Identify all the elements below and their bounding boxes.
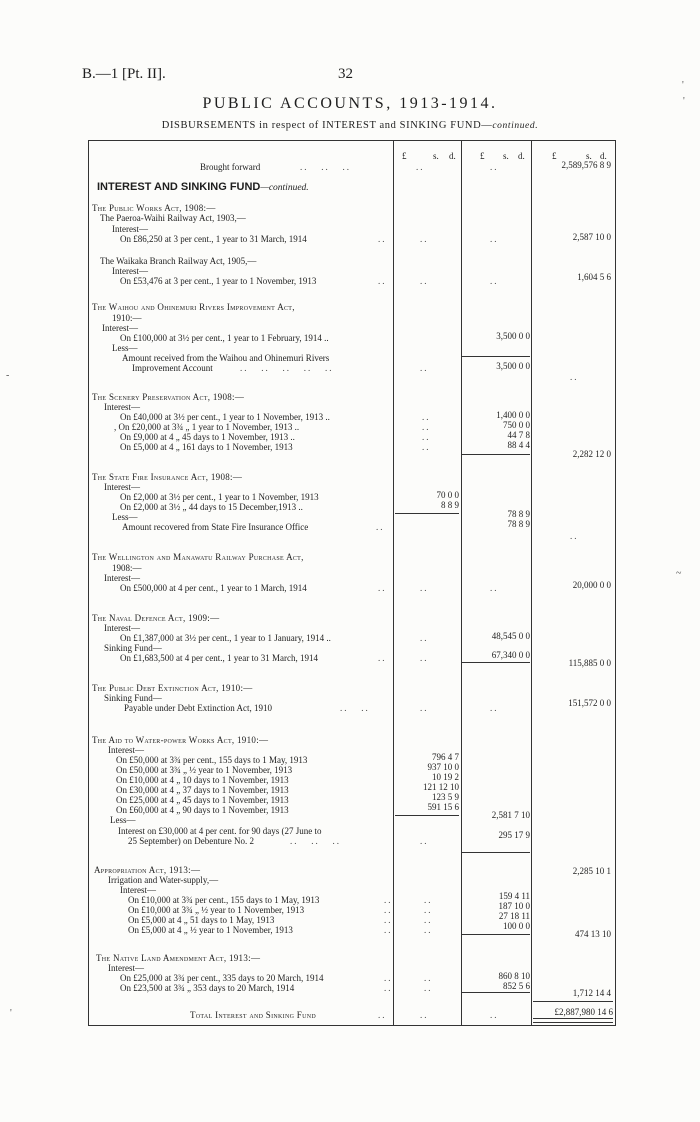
leader-dots: .. .. .. <box>290 836 341 846</box>
subtotal-rule <box>462 934 530 935</box>
entry-text: Interest on £30,000 at 4 per cent. for 90 days (27 June to <box>118 826 322 836</box>
interest-label: Interest— <box>102 323 138 333</box>
act-title-cont: 1910:— <box>112 313 142 323</box>
leader-dots: .. <box>490 703 499 713</box>
act-title: The Public Debt Extinction Act, 1910:— <box>92 683 253 693</box>
leader-dots: .. <box>420 633 429 643</box>
section-total: 2,285 10 1 <box>572 866 611 876</box>
entry-text: On £60,000 at 4 „ 90 days to 1 November, 1913 <box>116 805 289 815</box>
entry-amount: 2,581 7 10 <box>491 810 530 820</box>
act-title: The Native Land Amendment Act, 1913:— <box>96 953 261 963</box>
leader-dots: .. <box>378 234 387 244</box>
entry-text: On £40,000 at 3½ per cent., 1 year to 1 November, 1913 .. <box>120 412 330 422</box>
leader-dots: .. <box>422 432 431 442</box>
col2-pound: £ <box>480 151 485 161</box>
subtotal-rule <box>462 454 530 455</box>
leader-dots: .. <box>384 915 393 925</box>
leader-dots: .. <box>570 372 579 382</box>
column-rule <box>531 140 532 1026</box>
entry-text: On £86,250 at 3 per cent., 1 year to 31 March, 1914 <box>120 234 307 244</box>
leader-dots: .. <box>422 412 431 422</box>
entry-amount: 48,545 0 0 <box>491 631 530 641</box>
section-total: 151,572 0 0 <box>568 698 611 708</box>
leader-dots: .. <box>490 276 499 286</box>
leader-dots: .. <box>570 531 579 541</box>
leader-dots: .. <box>424 925 433 935</box>
act-title: Appropriation Act, 1913:— <box>94 865 201 875</box>
scan-speck: ' <box>10 1008 12 1019</box>
entry-amount: 10 19 2 <box>432 772 459 782</box>
entry-amount: 78 8 9 <box>507 519 530 529</box>
entry-text: On £25,000 at 4 „ 45 days to 1 November, 1913 <box>116 795 289 805</box>
sinking-fund-label: Sinking Fund— <box>104 643 162 653</box>
sinking-fund-label: Sinking Fund— <box>104 693 162 703</box>
entry-text: On £23,500 at 3¾ „ 353 days to 20 March, 1914 <box>120 983 295 993</box>
entry-text: , On £20,000 at 3¾ „ 1 year to 1 November, 1913 .. <box>114 422 300 432</box>
leader-dots: .. <box>490 162 499 172</box>
subtotal-rule <box>462 992 530 993</box>
leader-dots: .. <box>416 162 425 172</box>
section-total: 20,000 0 0 <box>572 580 611 590</box>
entry-text: On £100,000 at 3½ per cent., 1 year to 1 February, 1914 .. <box>120 333 329 343</box>
act-title: The Public Works Act, 1908:— <box>92 203 216 213</box>
interest-label: Interest— <box>108 963 144 973</box>
leader-dots: .. <box>422 442 431 452</box>
entry-text: On £5,000 at 4 „ 51 days to 1 May, 1913 <box>128 915 275 925</box>
act-title: The Naval Defence Act, 1909:— <box>92 613 220 623</box>
entry-text: Amount recovered from State Fire Insurance Office <box>122 522 309 532</box>
entry-text: On £5,000 at 4 „ 161 days to 1 November, 1913 <box>120 442 293 452</box>
entry-amount: 100 0 0 <box>503 921 530 931</box>
entry-text: On £10,000 at 4 „ 10 days to 1 November, 1913 <box>116 775 289 785</box>
leader-dots: .. <box>420 703 429 713</box>
interest-label: Interest— <box>112 224 148 234</box>
entry-amount: 121 12 10 <box>423 782 459 792</box>
interest-label: Interest— <box>104 482 140 492</box>
entry-text: Payable under Debt Extinction Act, 1910 <box>124 703 272 713</box>
scan-speck: ~ <box>676 568 682 579</box>
leader-dots: .. <box>424 983 433 993</box>
section-heading-text: INTEREST AND SINKING FUND <box>97 181 261 193</box>
act-title: The Wellington and Manawatu Railway Purchase Act, <box>92 552 304 562</box>
leader-dots: .. <box>420 653 429 663</box>
leader-dots: .. <box>420 583 429 593</box>
entry-text: On £10,000 at 3¾ per cent., 155 days to 1 May, 1913 <box>128 895 320 905</box>
entry-text: On £1,387,000 at 3½ per cent., 1 year to 1 January, 1914 .. <box>120 633 331 643</box>
interest-label: Interest— <box>104 402 140 412</box>
entry-amount: 123 5 9 <box>432 792 459 802</box>
page-title: PUBLIC ACCOUNTS, 1913-1914. <box>202 95 498 112</box>
entry-amount: 8 8 9 <box>441 500 459 510</box>
subtotal-rule <box>395 815 459 816</box>
col3-shillings: s. <box>586 151 592 161</box>
entry-text: Amount received from the Waihou and Ohinemuri Rivers <box>122 353 330 363</box>
sub-act-title: The Waikaka Branch Railway Act, 1905,— <box>100 256 257 266</box>
section-total: 1,604 5 6 <box>577 272 611 282</box>
grand-total-double-rule <box>533 1018 613 1023</box>
entry-amount: 27 18 11 <box>498 911 530 921</box>
act-title: The Aid to Water-power Works Act, 1910:— <box>92 735 269 745</box>
leader-dots: .. <box>420 276 429 286</box>
column-rule <box>393 140 394 1026</box>
col2-pence: d. <box>518 151 525 161</box>
act-title-cont: 1908:— <box>112 563 142 573</box>
col2-shillings: s. <box>503 151 509 161</box>
section-heading <box>97 182 309 193</box>
entry-amount: 44 7 8 <box>507 430 530 440</box>
leader-dots: .. .. .. <box>300 162 351 172</box>
leader-dots: .. <box>376 522 385 532</box>
col1-shillings: s. <box>433 151 439 161</box>
leader-dots: .. <box>490 1010 499 1020</box>
interest-label: Interest— <box>112 266 148 276</box>
sub-act-title: Irrigation and Water-supply,— <box>108 875 219 885</box>
leader-dots: .. <box>424 973 433 983</box>
leader-dots: .. <box>384 973 393 983</box>
entry-text: On £30,000 at 4 „ 37 days to 1 November, 1913 <box>116 785 289 795</box>
interest-label: Interest— <box>108 745 144 755</box>
col1-pence: d. <box>449 151 456 161</box>
entry-amount: 937 10 0 <box>427 762 459 772</box>
entry-text: Improvement Account <box>132 363 213 373</box>
section-heading-continued: —continued. <box>260 183 309 193</box>
interest-label: Interest— <box>104 623 140 633</box>
leader-dots: .. <box>420 1010 429 1020</box>
entry-amount: 3,500 0 0 <box>496 331 530 341</box>
subtitle-continued: continued. <box>492 121 539 131</box>
entry-text: On £53,476 at 3 per cent., 1 year to 1 November, 1913 <box>120 276 317 286</box>
scan-speck: - <box>6 370 10 381</box>
entry-text: On £50,000 at 3¾ „ ½ year to 1 November, 1913 <box>116 765 293 775</box>
scan-speck: ' <box>682 80 684 91</box>
leader-dots: .. <box>422 422 431 432</box>
grand-total-rule <box>533 1001 613 1002</box>
act-title: The State Fire Insurance Act, 1908:— <box>92 472 243 482</box>
subtotal-rule <box>462 356 530 357</box>
leader-dots: .. <box>420 363 429 373</box>
leader-dots: .. <box>384 925 393 935</box>
entry-amount: 591 15 6 <box>427 802 459 812</box>
leader-dots: .. <box>420 836 429 846</box>
entry-amount: 187 10 0 <box>498 901 530 911</box>
entry-text: 25 September) on Debenture No. 2 <box>128 836 254 846</box>
leader-dots: .. <box>378 276 387 286</box>
document-reference: B.—1 [Pt. II]. <box>82 66 166 82</box>
col3-pence: d. <box>600 151 607 161</box>
leader-dots: .. <box>384 983 393 993</box>
act-title: The Waihou and Ohinemuri Rivers Improvement Act, <box>92 302 295 312</box>
leader-dots: .. <box>378 1010 387 1020</box>
section-total: 2,587 10 0 <box>572 232 611 242</box>
leader-dots: .. <box>384 905 393 915</box>
entry-text: On £2,000 at 3½ „ 44 days to 15 December,1913 .. <box>120 502 303 512</box>
leader-dots: .. <box>424 915 433 925</box>
entry-text: On £10,000 at 3¾ „ ½ year to 1 November, 1913 <box>128 905 305 915</box>
entry-amount: 1,400 0 0 <box>496 410 530 420</box>
entry-amount: 852 5 6 <box>503 981 530 991</box>
entry-amount: 88 4 4 <box>507 440 530 450</box>
scan-speck: ' <box>683 96 685 107</box>
leader-dots: .. .. <box>340 703 370 713</box>
grand-total-label: Total Interest and Sinking Fund <box>190 1010 316 1020</box>
entry-text: On £9,000 at 4 „ 45 days to 1 November, 1913 .. <box>120 432 295 442</box>
col3-pound: £ <box>552 151 557 161</box>
sub-act-title: The Paeroa-Waihi Railway Act, 1903,— <box>100 213 246 223</box>
section-total: 1,712 14 4 <box>572 988 611 998</box>
grand-total-amount: £2,887,980 14 6 <box>554 1007 613 1017</box>
leader-dots: .. <box>424 895 433 905</box>
entry-text: On £1,683,500 at 4 per cent., 1 year to 31 March, 1914 <box>120 653 318 663</box>
brought-forward-amount: 2,589,576 8 9 <box>561 160 611 170</box>
entry-amount: 70 0 0 <box>436 490 459 500</box>
section-total: 115,885 0 0 <box>568 658 611 668</box>
leader-dots: .. <box>424 905 433 915</box>
less-label: Less— <box>112 343 138 353</box>
subtotal-rule <box>462 662 530 663</box>
entry-text: On £2,000 at 3½ per cent., 1 year to 1 November, 1913 <box>120 492 319 502</box>
entry-amount: 750 0 0 <box>503 420 530 430</box>
page-number: 32 <box>338 66 353 82</box>
subtotal-rule <box>462 852 530 853</box>
less-label: Less— <box>112 512 138 522</box>
page-subtitle <box>0 120 700 131</box>
entry-text: On £25,000 at 3¾ per cent., 335 days to 20 March, 1914 <box>120 973 324 983</box>
interest-label: Interest— <box>104 573 140 583</box>
entry-amount: 860 8 10 <box>498 971 530 981</box>
leader-dots: .. <box>420 234 429 244</box>
leader-dots: .. <box>490 234 499 244</box>
less-label: Less— <box>110 815 136 825</box>
act-title: The Scenery Preservation Act, 1908:— <box>92 392 245 402</box>
subtotal-rule <box>395 513 459 514</box>
entry-amount: 159 4 11 <box>498 891 530 901</box>
brought-forward-label: Brought forward <box>200 162 261 172</box>
col1-pound: £ <box>402 151 407 161</box>
interest-label: Interest— <box>120 885 156 895</box>
entry-amount: 3,500 0 0 <box>496 361 530 371</box>
leader-dots: .. .. .. .. .. <box>240 363 334 373</box>
leader-dots: .. <box>378 653 387 663</box>
entry-amount: 295 17 9 <box>498 830 530 840</box>
entry-text: On £5,000 at 4 „ ½ year to 1 November, 1913 <box>128 925 293 935</box>
entry-amount: 796 4 7 <box>432 752 459 762</box>
leader-dots: .. <box>490 583 499 593</box>
entry-text: On £50,000 at 3¾ per cent., 155 days to 1 May, 1913 <box>116 755 308 765</box>
leader-dots: .. <box>384 895 393 905</box>
section-total: 474 13 10 <box>575 929 611 939</box>
subtitle-text: DISBURSEMENTS in respect of INTEREST and SINKING FUND— <box>161 120 493 131</box>
section-total: 2,282 12 0 <box>572 449 611 459</box>
entry-text: On £500,000 at 4 per cent., 1 year to 1 March, 1914 <box>120 583 307 593</box>
entry-amount: 78 8 9 <box>507 509 530 519</box>
leader-dots: .. <box>378 583 387 593</box>
entry-amount: 67,340 0 0 <box>491 650 530 660</box>
